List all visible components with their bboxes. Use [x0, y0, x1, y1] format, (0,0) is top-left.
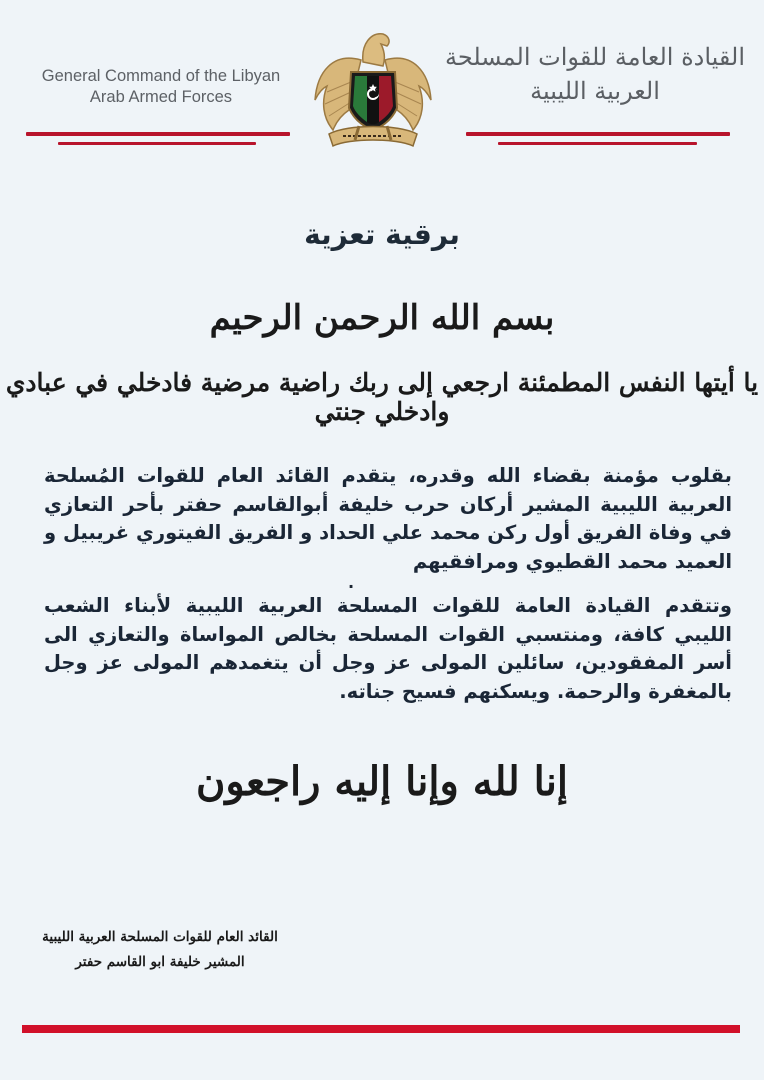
english-header-line1: General Command of the Libyan [41, 67, 281, 85]
basmala: بسم الله الرحمن الرحيم [209, 298, 555, 338]
header-rule-left-short [58, 142, 256, 145]
english-header [20, 66, 302, 108]
signature-title: القائد العام للقوات المسلحة العربية الليبية [42, 929, 278, 945]
signature-name: المشير خليفة ابو القاسم حفتر [75, 954, 245, 970]
footer-rule [22, 1025, 740, 1033]
arabic-header [440, 40, 750, 108]
header-rule-right-long [466, 132, 730, 136]
english-header-line2: Arab Armed Forces [89, 88, 233, 106]
condolence-paragraph-1: بقلوب مؤمنة بقضاء الله وقدره، يتقدم القائد العام للقوات المُسلحة العربية الليبية المشير أركان حرب خليفة أبوالقاسم حفتر بأحر التعازي في وفاة الفريق أول ركن محمد علي الحداد و الفريق الفيتوري غريبيل و العميد محمد القطيوي ومرافقيهم [44, 464, 732, 573]
closing-phrase: إنا لله وإنا إليه راجعون [195, 758, 569, 805]
arabic-header-line2: العربية الليبية [530, 77, 660, 105]
condolence-paragraph-2: وتتقدم القيادة العامة للقوات المسلحة العربية الليبية لأبناء الشعب الليبي كافة، ومنتسبي القوات المسلحة بخالص المواساة والتعازي الى أسر المفقودين، سائلين المولى عز وجل أن يتغمدهم المولى عز وجل بالمغفرة والرحمة. ويسكنهم فسيح جناته. [44, 594, 732, 703]
document-title: برقية تعزية [304, 218, 460, 251]
libyan-armed-forces-eagle-emblem-icon [303, 22, 443, 162]
quran-verse: يا أيتها النفس المطمئنة ارجعي إلى ربك راضية مرضية فادخلي في عبادي وادخلي جنتي [5, 368, 759, 426]
header-rule-left-long [26, 132, 290, 136]
separator-dot: . [348, 573, 355, 592]
header-rule-right-short [498, 142, 697, 145]
arabic-header-line1: القيادة العامة للقوات المسلحة [444, 43, 746, 71]
signature-block [40, 925, 280, 975]
